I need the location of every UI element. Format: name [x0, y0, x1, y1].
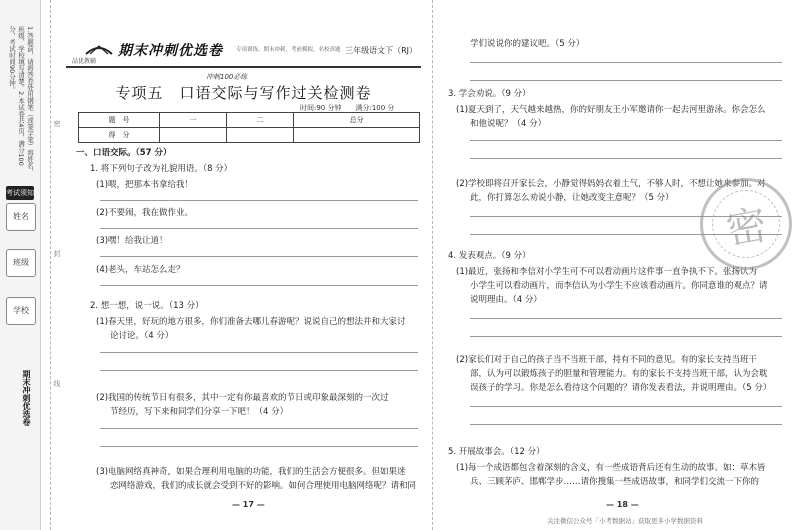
- q2-item-1-line1: (1)春天里，好玩的地方很多，你们准备去哪儿春游呢？说说自己的想法并和大家讨: [96, 317, 406, 327]
- exam-notes: 1.答题前，请将答卷处用钢笔（或签字笔）将姓名、班级、学校填写清楚。2.本试卷共4页，满分100分，考试时间90分钟。: [8, 26, 34, 176]
- answer-line[interactable]: [470, 336, 782, 337]
- question-5: 5. 开展故事会。（12 分）: [448, 447, 545, 457]
- seal-label-xian: 线: [53, 380, 61, 387]
- answer-line[interactable]: [470, 140, 782, 141]
- answer-line[interactable]: [100, 446, 418, 447]
- page-number-left: — 17 —: [232, 500, 265, 509]
- grade-label: 三年级语文下（RJ）: [345, 46, 417, 55]
- answer-line[interactable]: [100, 285, 418, 286]
- q2-item-3-line2: 恋网络游戏，我们的成长就会受到不好的影响。如何合理使用电脑网络呢？请和同: [110, 481, 417, 491]
- class-field[interactable]: 班级: [6, 249, 36, 277]
- stamp-character: 密: [707, 185, 786, 264]
- seal-line: [50, 0, 51, 530]
- table-row: [79, 113, 420, 128]
- table-cell: 得 分: [79, 128, 160, 143]
- school-field[interactable]: 学校: [6, 297, 36, 325]
- section-heading: 一、口语交际。（57 分）: [76, 148, 172, 158]
- table-cell: 二: [227, 113, 294, 128]
- answer-line[interactable]: [470, 424, 782, 425]
- brand-slogan: 专项训练，期末冲刺，考前模拟，名校真题: [236, 47, 341, 53]
- score-cell[interactable]: [160, 128, 227, 143]
- answer-line[interactable]: [470, 158, 782, 159]
- exam-header: [66, 36, 421, 68]
- question-3: 3. 学会劝说。（9 分）: [448, 89, 531, 99]
- q1-item-4: (4)老头，车站怎么走？: [96, 265, 185, 275]
- seal-label-mi: 密: [53, 120, 61, 127]
- binding-sidebar: [0, 0, 41, 530]
- seal-label-feng: 封: [53, 250, 61, 257]
- answer-line[interactable]: [470, 80, 782, 81]
- q4-item-2-line1: (2)家长们对于自己的孩子当不当班干部，持有不同的意见。有的家长支持当班干: [456, 355, 758, 365]
- q2-item-2-line1: (2)我国的传统节日有很多，其中一定有你最喜欢的节日或印象最深刻的一次过: [96, 393, 389, 403]
- sidebar-brand: 期末冲刺优选卷: [22, 370, 31, 426]
- score-table: [78, 112, 420, 143]
- q4-item-2-line2: 部，认为可以锻炼孩子的胆量和管理能力。有的家长不支持当班干部，认为会耽: [470, 369, 768, 379]
- answer-line[interactable]: [470, 318, 782, 319]
- q1-item-2: (2)不要闹，我在做作业。: [96, 208, 194, 218]
- q5-item-1-line2: 兵、三顾茅庐、邯郸学步……请你搜集一些成语故事，和同学们交流一下你的: [470, 477, 760, 487]
- q2-item-1-line2: 论讨论。（4 分）: [110, 331, 174, 341]
- q4-item-1-line1: (1)最近，张扬和李信对小学生可不可以看动画片这件事一直争执不下。张扬认为: [456, 267, 758, 277]
- page-title: 专项五 口语交际与写作过关检测卷: [115, 84, 372, 102]
- score-cell[interactable]: [227, 128, 294, 143]
- question-2: 2. 想一想，说一说。（13 分）: [90, 301, 204, 311]
- confidential-stamp: [700, 178, 792, 270]
- q4-item-1-line2: 小学生可以看动画片，而李信认为小学生不应该看动画片。你同意谁的观点？请: [470, 281, 768, 291]
- answer-line[interactable]: [100, 256, 418, 257]
- notes-badge: 考试须知: [6, 186, 34, 200]
- q2-item-3-line1: (3)电脑网络真神奇，如果合理利用电脑的功能，我们的生活会方便很多。但如果迷: [96, 467, 406, 477]
- answer-line[interactable]: [100, 228, 418, 229]
- question-4: 4. 发表观点。（9 分）: [448, 251, 531, 261]
- table-cell: 一: [160, 113, 227, 128]
- q3-item-1-line2: 和他说呢？（4 分）: [470, 119, 547, 129]
- answer-line[interactable]: [100, 200, 418, 201]
- table-row: [79, 128, 420, 143]
- center-fold-line: [432, 0, 433, 530]
- question-1: 1. 将下列句子改为礼貌用语。（8 分）: [90, 164, 233, 174]
- publisher-name: 品优教辅: [72, 58, 97, 65]
- answer-line[interactable]: [100, 352, 418, 353]
- q3-item-2-line2: 此，你打算怎么劝说小静，让她改变主意呢？（5 分）: [470, 193, 674, 203]
- score-cell[interactable]: [294, 128, 420, 143]
- q4-item-2-line3: 误孩子的学习。你是怎么看待这个问题的？请你发表看法，并说明理由。（5 分）: [470, 383, 772, 393]
- answer-line[interactable]: [470, 62, 782, 63]
- q4-item-1-line3: 说明理由。（4 分）: [470, 295, 542, 305]
- q5-item-1-line1: (1)每一个成语都包含着深刻的含义，有一些成语背后还有生动的故事。如：草木皆: [456, 463, 766, 473]
- q2-item-3-line3: 学们说说你的建议吧。（5 分）: [470, 39, 585, 49]
- q1-item-3: (3)嘿！给我让道！: [96, 236, 168, 246]
- page-number-right: — 18 —: [606, 500, 639, 509]
- table-cell: 题 号: [79, 113, 160, 128]
- q3-item-1-line1: (1)夏天到了，天气越来越热，你的好朋友王小军邀请你一起去河里游泳。你会怎么: [456, 105, 766, 115]
- q3-item-2-line1: (2)学校即将召开家长会，小静觉得妈妈衣着土气，不够人时，不想让她来参加。对: [456, 179, 766, 189]
- exam-meta: 时间:90 分钟 满分:100 分: [300, 104, 395, 112]
- answer-line[interactable]: [100, 370, 418, 371]
- q2-item-2-line2: 节经历，写下来和同学们分享一下吧！（4 分）: [110, 407, 289, 417]
- book-logo-icon: [84, 38, 114, 58]
- brand-title: 期末冲刺优选卷: [118, 43, 223, 59]
- footer-note: 关注微信公众号「小考数据站」获取更多小学数据资料: [547, 517, 703, 525]
- header-tagline: 冲刺100必练: [206, 73, 248, 81]
- name-field[interactable]: 姓名: [6, 203, 36, 231]
- table-cell: 总分: [294, 113, 420, 128]
- q1-item-1: (1)喂，把那本书拿给我！: [96, 180, 194, 190]
- answer-line[interactable]: [100, 428, 418, 429]
- answer-line[interactable]: [470, 406, 782, 407]
